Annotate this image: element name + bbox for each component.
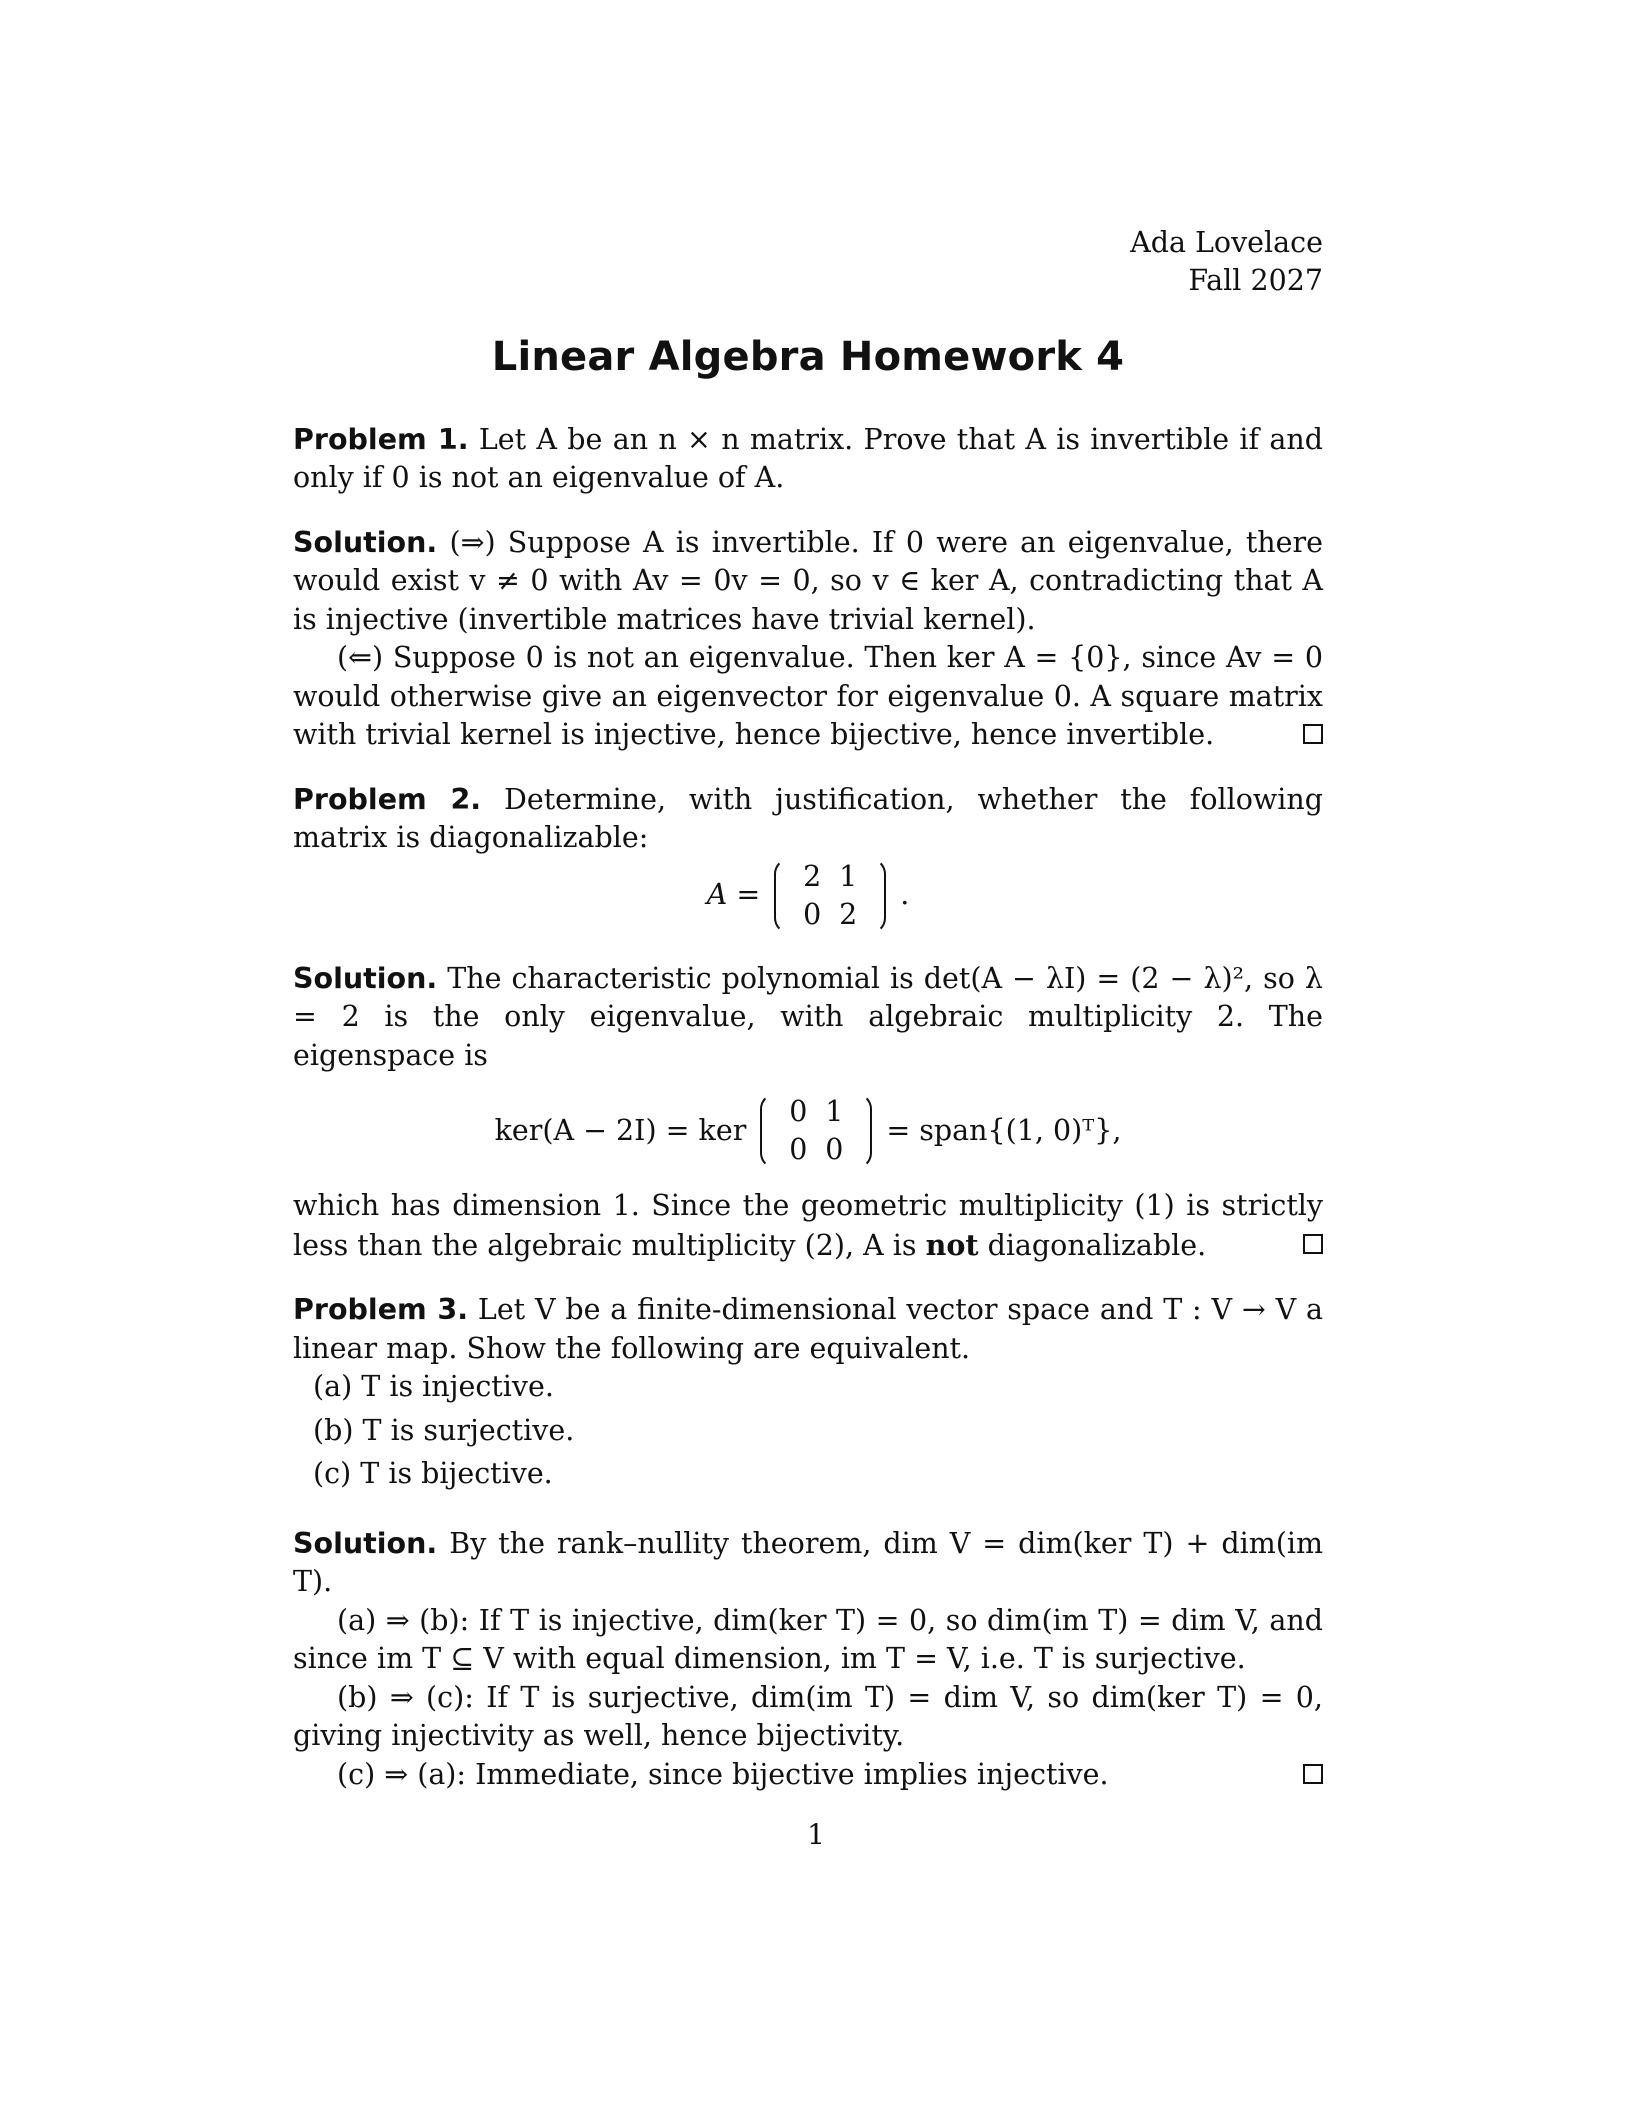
solution-2-text-1: The characteristic polynomial is det(A − λI) = (2 − λ)², so λ = 2 is the only eigenvalue, with algebraic multiplicity 2. The eigenspace is (293, 961, 1323, 1072)
problem-3-label: Problem 3. (293, 1293, 469, 1326)
eigenspace-lhs: ker(A − 2I) = ker (494, 1113, 747, 1147)
problem-2-label: Problem 2. (293, 782, 482, 816)
list-item: (b) T is surjective. (313, 1413, 575, 1447)
solution-2-para-2 (293, 1187, 1323, 1265)
left-paren-icon (774, 858, 790, 934)
equation-lhs: A = (706, 878, 761, 912)
right-paren-icon (856, 1093, 872, 1169)
matrix-entry: 0 (803, 897, 822, 931)
solution-3-para-1 (293, 1525, 1323, 1602)
matrix-entry: 2 (803, 859, 822, 893)
problem-3-statement (293, 1291, 1323, 1368)
list-item: (a) T is injective. (313, 1370, 554, 1403)
matrix-entry: 1 (825, 1095, 844, 1128)
equivalence-list (293, 1368, 1323, 1494)
qed-icon (1303, 1234, 1323, 1254)
solution-2-emphasis: not (925, 1227, 979, 1262)
solution-2-text-2a: which has dimension 1. Since the geometric multiplicity (1) is strictly less than the algebraic multiplicity (2), A is (293, 1189, 1323, 1262)
left-paren-icon (760, 1093, 776, 1169)
qed-icon (1303, 724, 1323, 744)
qed-icon (1303, 1764, 1323, 1784)
list-item: (c) T is bijective. (313, 1457, 553, 1490)
matrix-a (774, 858, 886, 934)
matrix-a-minus-2i (760, 1093, 872, 1169)
problem-2-text: Determine, with justification, whether the following matrix is diagonalizable: (293, 782, 1323, 854)
solution-1-text-2: (⇐) Suppose 0 is not an eigenvalue. Then ker A = {0}, since Av = 0 would otherwise give an eigenvector for eigenvalue 0. A square matrix with trivial kernel is injective, hence bijective, hence invertible. (293, 641, 1323, 751)
matrix-equation (293, 858, 1323, 934)
eigenspace-equation (293, 1093, 1323, 1169)
problem-3-text: Let V be a finite-dimensional vector space and T : V → V a linear map. Show the following are equivalent. (293, 1293, 1323, 1365)
problem-1-statement (293, 421, 1323, 498)
solution-1-para-1 (293, 524, 1323, 640)
solution-3-text-1: By the rank–nullity theorem, dim V = dim(ker T) + dim(im T). (293, 1526, 1324, 1598)
page-number: 1 (807, 1818, 825, 1851)
right-paren-icon (870, 858, 886, 934)
problem-2-statement (293, 781, 1323, 858)
solution-3-para-4 (293, 1756, 1323, 1795)
solution-1-label: Solution. (293, 525, 438, 559)
author-block (293, 224, 1323, 300)
solution-2-label: Solution. (293, 961, 438, 995)
solution-3-para-2: (a) ⇒ (b): If T is injective, dim(ker T) = 0, so dim(im T) = dim V, and since im T ⊆ V with equal dimension, im T = V, i.e. T is surjective. (293, 1603, 1323, 1675)
problem-1-text: Let A be an n × n matrix. Prove that A is invertible if and only if 0 is not an eigenvalue of A. (293, 422, 1323, 494)
solution-1-para-2 (293, 639, 1323, 755)
solution-2-text-2b: diagonalizable. (978, 1228, 1207, 1262)
solution-3-text-4: (c) ⇒ (a): Immediate, since bijective implies injective. (337, 1757, 1109, 1791)
problem-1-label: Problem 1. (293, 422, 469, 456)
matrix-entry: 0 (789, 1095, 808, 1128)
solution-3-para-3: (b) ⇒ (c): If T is surjective, dim(im T) = dim V, so dim(ker T) = 0, giving injectivity as well, hence bijectivity. (293, 1680, 1323, 1752)
author-name: Ada Lovelace (1130, 226, 1323, 259)
page-title: Linear Algebra Homework 4 (491, 334, 1125, 380)
eigenspace-rhs: = span{(1, 0)ᵀ}, (886, 1113, 1122, 1147)
term: Fall 2027 (1188, 264, 1323, 297)
matrix-entry: 1 (839, 859, 858, 893)
matrix-entry: 0 (789, 1133, 808, 1166)
matrix-entry: 0 (825, 1133, 844, 1166)
equation-end: . (900, 878, 910, 912)
solution-2-para-1 (293, 960, 1323, 1076)
matrix-entry: 2 (839, 897, 858, 931)
solution-3-label: Solution. (293, 1526, 438, 1560)
page-content (293, 224, 1323, 1794)
solution-1-text-1: (⇒) Suppose A is invertible. If 0 were an eigenvalue, there would exist v ≠ 0 with Av = 0v = 0, so v ∈ ker A, contradicting that A is injective (invertible matrices have trivial kernel). (293, 525, 1323, 636)
